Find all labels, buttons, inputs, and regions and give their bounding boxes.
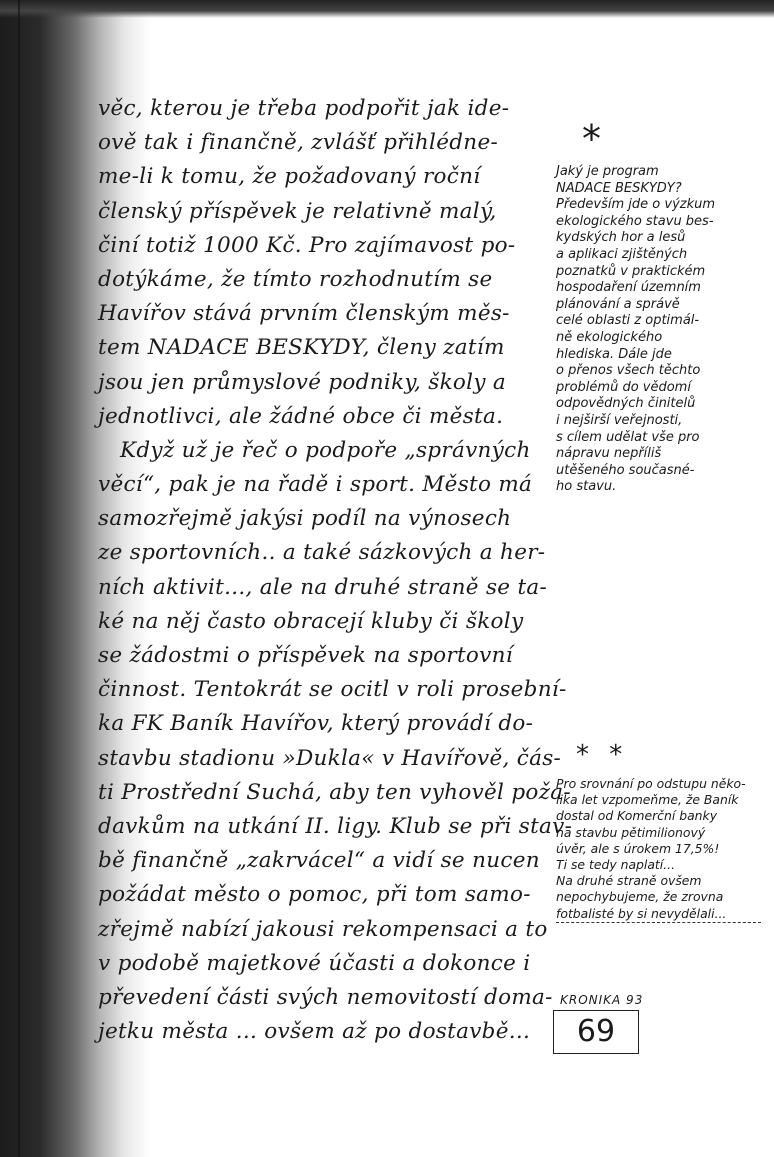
text-line: zřejmě nabízí jakousi rekompensaci a to: [98, 916, 548, 942]
note-line: Pro srovnání po odstupu něko-: [556, 776, 746, 791]
note-line: nápravu nepříliš: [556, 446, 662, 462]
note-line: Na druhé straně ovšem: [556, 873, 702, 889]
note-line: a aplikaci zjištěných: [556, 246, 688, 262]
note-line: utěšeného současné-: [556, 462, 695, 478]
main-text-column: [98, 92, 573, 1049]
text-line: ních aktivit..., ale na druhé straně se ta-: [98, 574, 548, 600]
book-spine: [18, 0, 20, 1157]
text-line: bě finančně „zakrvácel“ a vidí se nucen: [98, 848, 540, 874]
note-line: úvěr, ale s úrokem 17,5%!: [556, 840, 720, 856]
text-line: me-li k tomu, že požadovaný roční: [98, 164, 481, 190]
text-line: tem NADACE BESKYDY, členy zatím: [98, 335, 505, 361]
text-line: ké na něj často obracejí kluby či školy: [98, 608, 524, 634]
note-line: ho stavu.: [556, 479, 617, 495]
text-line: jednotlivci, ale žádné obce či města.: [98, 403, 504, 429]
text-line: Když už je řeč o podpoře „správných: [120, 437, 531, 463]
text-line: ově tak i finančně, zvlášť přihlédne-: [98, 130, 499, 156]
chronicle-label: KRONIKA 93: [560, 993, 644, 1007]
text-line: činí totiž 1000 Kč. Pro zajímavost po-: [98, 232, 516, 258]
note-line: celé oblasti z optimál-: [556, 313, 700, 329]
page-top-shadow: [0, 0, 774, 18]
note-line: hospodaření územním: [556, 280, 701, 296]
note-line: problémů do vědomí: [556, 379, 691, 395]
note-line: NADACE BESKYDY?: [556, 180, 682, 196]
text-line: dotýkáme, že tímto rozhodnutím se: [98, 266, 493, 292]
note-line: hlediska. Dále jde: [556, 346, 672, 362]
note-line: Ti se tedy naplatí...: [556, 857, 676, 873]
page-number-box: [553, 1010, 639, 1054]
text-line: se žádostmi o příspěvek na sportovní: [98, 643, 513, 668]
note-line: i nejširší veřejnosti,: [556, 412, 683, 428]
note-line: ekologického stavu bes-: [556, 213, 714, 229]
text-line: jsou jen průmyslové podniky, školy a: [98, 369, 507, 395]
text-line: činnost. Tentokrát se ocitl v roli prosební-: [98, 677, 567, 703]
text-line: Havířov stává prvním členským měs-: [98, 301, 510, 327]
note-line: plánování a správě: [556, 296, 680, 312]
note-line: dostal od Komerční banky: [556, 808, 718, 824]
text-line: jetku města ... ovšem až po dostavbě...: [98, 1019, 531, 1045]
note-line: fotbalisté by si nevydělali...: [556, 906, 761, 923]
note-line: poznatků v praktickém: [556, 263, 706, 279]
asterisk-marker: *: [582, 117, 601, 161]
text-line: ti Prostřední Suchá, aby ten vyhověl poža-: [98, 779, 571, 805]
note-line: lika let vzpomeňme, že Baník: [556, 792, 739, 808]
text-line: stavbu stadionu »Dukla« v Havířově, čás-: [98, 745, 562, 771]
sidebar-note-program: [556, 117, 761, 496]
text-line: davkům na utkání II. ligy. Klub se při stav-: [98, 813, 573, 839]
note-line: odpovědných činitelů: [556, 396, 696, 412]
text-line: samozřejmě jakýsi podíl na výnosech: [98, 506, 512, 532]
note-line: o přenos všech těchto: [556, 363, 701, 379]
text-line: převedení části svých nemovitostí doma-: [98, 984, 553, 1010]
note-line: ně ekologického: [556, 329, 663, 345]
sidebar-note-comparison: [556, 742, 761, 923]
note-line: na stavbu pětimilionový: [556, 824, 706, 840]
note-line: kydských hor a lesů: [556, 230, 686, 246]
text-line: požádat město o pomoc, při tom samo-: [98, 882, 531, 908]
note-line: Jaký je program: [556, 164, 659, 179]
text-line: v podobě majetkové účasti a dokonce i: [98, 950, 531, 976]
text-line: členský příspěvek je relativně malý,: [98, 198, 497, 224]
text-line: věcí“, pak je na řadě i sport. Město má: [98, 472, 533, 498]
text-line: ze sportovních.. a také sázkových a her-: [98, 540, 546, 566]
text-line: věc, kterou je třeba podpořit jak ide-: [98, 96, 510, 121]
double-asterisk-marker: * *: [576, 740, 629, 770]
text-line: ka FK Baník Havířov, který provádí do-: [98, 711, 534, 737]
note-line: Především jde o výzkum: [556, 197, 716, 213]
note-line: nepochybujeme, že zrovna: [556, 889, 724, 905]
note-line: s cílem udělat vše pro: [556, 429, 700, 445]
page-number: 69: [576, 1014, 616, 1049]
